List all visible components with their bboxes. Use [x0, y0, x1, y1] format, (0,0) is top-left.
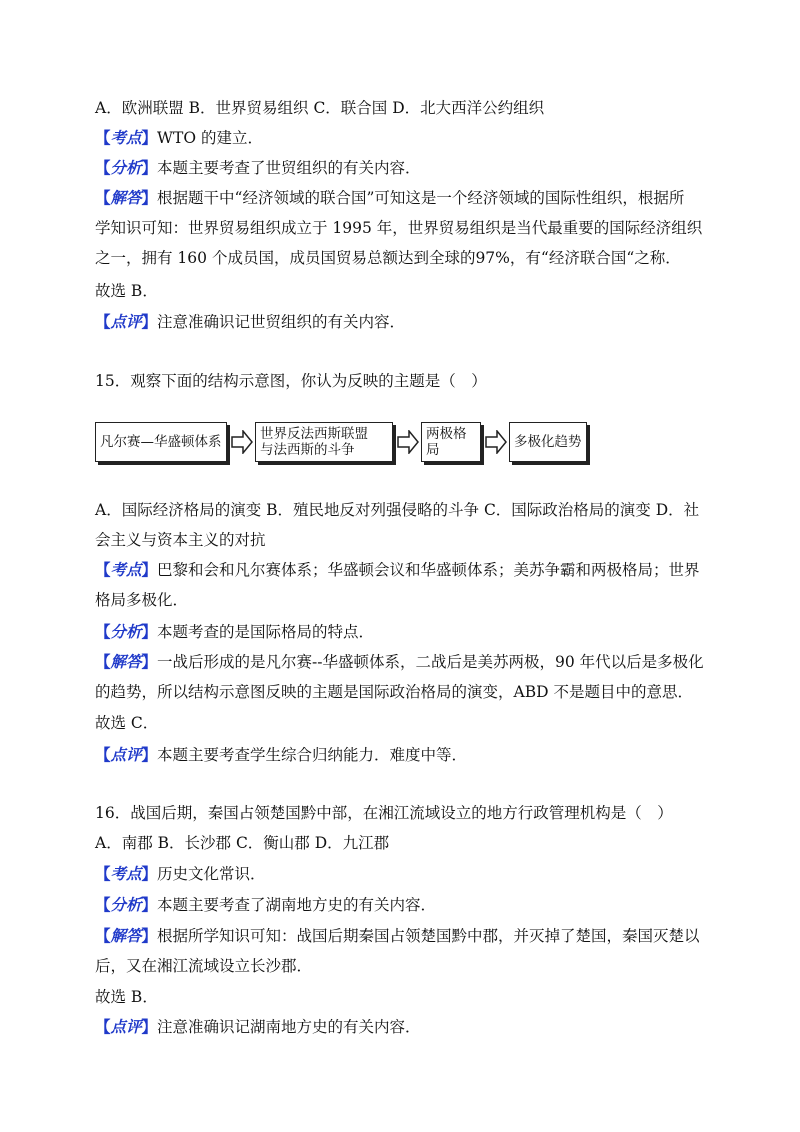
arrow-right-icon — [397, 430, 419, 454]
arrow-right-icon — [485, 430, 507, 454]
jieda-tag: 【解答】 — [95, 652, 158, 671]
q16-fenxi — [95, 894, 436, 916]
q16-kaodian — [95, 863, 266, 885]
dianping-tag: 【点评】 — [95, 745, 158, 764]
jieda-tag: 【解答】 — [95, 926, 158, 945]
q16-dianping — [95, 1016, 421, 1038]
arrow-right-icon — [231, 430, 253, 454]
q15-kaodian-line2: 格局多极化． — [95, 591, 189, 609]
q14-kaodian — [95, 127, 263, 149]
q16-answer: 故选 B． — [95, 988, 158, 1006]
q15-answer: 故选 C． — [95, 714, 159, 732]
q14-jieda — [95, 187, 684, 209]
kaodian-text: 历史文化常识． — [157, 865, 266, 883]
diagram-box-bipolar: 两极格局 — [421, 422, 481, 462]
fenxi-text: 本题主要考查了湖南地方史的有关内容． — [157, 896, 437, 914]
jieda-text: 根据所学知识可知：战国后期秦国占领楚国黔中郡，并灭掉了楚国，秦国灭楚以 — [157, 927, 700, 945]
q15-dianping — [95, 744, 467, 766]
q15-fenxi — [95, 621, 374, 643]
q14-dianping — [95, 311, 405, 333]
jieda-tag: 【解答】 — [95, 188, 158, 207]
fenxi-tag: 【分析】 — [95, 622, 158, 641]
dianping-tag: 【点评】 — [95, 312, 158, 331]
q16-options: A．南郡 B．长沙郡 C．衡山郡 D．九江郡 — [95, 834, 390, 852]
kaodian-tag: 【考点】 — [95, 128, 158, 147]
q15-kaodian — [95, 559, 700, 581]
q15-options-line2: 会主义与资本主义的对抗 — [95, 531, 266, 549]
q16-jieda — [95, 925, 700, 947]
q14-jieda-line3: 之一，拥有 160 个成员国，成员国贸易总额达到全球的97%，有“经济联合国“之称． — [95, 249, 681, 267]
kaodian-text: WTO 的建立． — [157, 129, 263, 147]
kaodian-text: 巴黎和会和凡尔赛体系；华盛顿会议和华盛顿体系；美苏争霸和两极格局；世界 — [157, 561, 700, 579]
q16-stem: 16．战国后期，秦国占领楚国黔中部，在湘江流域设立的地方行政管理机构是（ ） — [95, 804, 673, 822]
diagram-box-anti-fascist-line1: 世界反法西斯联盟 — [260, 426, 368, 442]
dianping-text: 注意准确识记湖南地方史的有关内容． — [157, 1018, 421, 1036]
fenxi-text: 本题考查的是国际格局的特点． — [157, 623, 375, 641]
structure-diagram — [95, 422, 582, 466]
fenxi-text: 本题主要考查了世贸组织的有关内容． — [157, 159, 421, 177]
fenxi-tag: 【分析】 — [95, 895, 158, 914]
jieda-text: 一战后形成的是凡尔赛--华盛顿体系，二战后是美苏两极，90 年代以后是多极化 — [157, 653, 704, 671]
dianping-text: 注意准确识记世贸组织的有关内容． — [157, 313, 406, 331]
dianping-text: 本题主要考查学生综合归纳能力．难度中等． — [157, 746, 468, 764]
kaodian-tag: 【考点】 — [95, 560, 158, 579]
diagram-box-multipolar: 多极化趋势 — [509, 422, 587, 462]
q16-jieda-line2: 后，又在湘江流域设立长沙郡． — [95, 957, 313, 975]
q15-jieda-line2: 的趋势，所以结构示意图反映的主题是国际政治格局的演变，ABD 不是题目中的意思． — [95, 683, 693, 701]
diagram-box-anti-fascist — [255, 422, 393, 462]
q14-answer: 故选 B． — [95, 282, 158, 300]
q15-stem: 15．观察下面的结构示意图，你认为反映的主题是（ ） — [95, 372, 487, 390]
jieda-text: 根据题干中“经济领域的联合国”可知这是一个经济领域的国际性组织，根据所 — [157, 189, 685, 207]
q15-jieda — [95, 651, 704, 673]
diagram-box-versailles: 凡尔赛—华盛顿体系 — [95, 422, 227, 462]
q14-fenxi — [95, 157, 421, 179]
diagram-box-anti-fascist-line2: 与法西斯的斗争 — [260, 442, 355, 458]
q14-jieda-line2: 学知识可知：世界贸易组织成立于 1995 年，世界贸易组织是当代最重要的国际经济组织 — [95, 219, 703, 237]
kaodian-tag: 【考点】 — [95, 864, 158, 883]
dianping-tag: 【点评】 — [95, 1017, 158, 1036]
fenxi-tag: 【分析】 — [95, 158, 158, 177]
q14-options: A．欧洲联盟 B．世界贸易组织 C．联合国 D．北大西洋公约组织 — [95, 99, 545, 117]
q15-options: A．国际经济格局的演变 B．殖民地反对列强侵略的斗争 C．国际政治格局的演变 D．社 — [95, 501, 700, 519]
